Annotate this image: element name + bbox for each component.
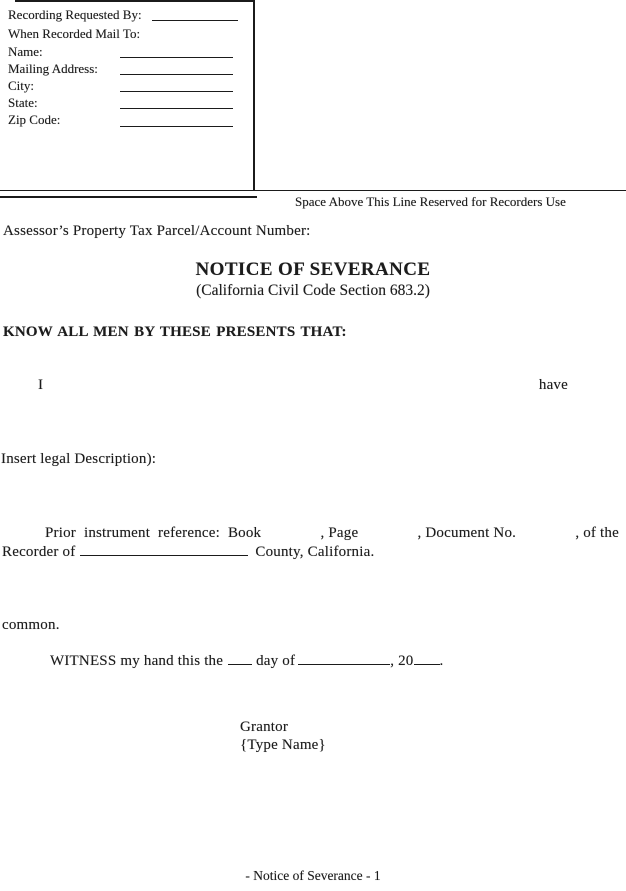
name-label: Name: <box>8 44 43 59</box>
declaration-heading: KNOW ALL MEN BY THESE PRESENTS THAT: <box>3 324 347 340</box>
grantor-label: Grantor <box>240 719 289 735</box>
prior-reference-of-the-segment: , of the <box>575 525 619 541</box>
have-word: have <box>538 377 568 393</box>
recorder-separator-line <box>0 190 626 192</box>
declaration-line <box>38 377 568 394</box>
recorder-of-line <box>2 543 374 561</box>
prior-reference-book-segment: Prior instrument reference: Book <box>45 525 262 541</box>
state-label: State: <box>8 95 38 110</box>
pronoun-word: I <box>38 377 44 393</box>
prior-reference-page-segment: , Page <box>320 525 359 541</box>
prior-reference-line <box>45 525 619 542</box>
zip-code-label: Zip Code: <box>8 112 61 127</box>
name-blank <box>120 57 233 58</box>
recorder-box-right-border <box>253 0 255 191</box>
witness-year-blank <box>414 652 440 665</box>
zip-code-blank <box>120 126 233 127</box>
witness-text-3: , 20 <box>390 653 414 669</box>
page-footer: - Notice of Severance - 1 <box>245 868 381 883</box>
witness-day-blank <box>228 652 252 665</box>
assessor-parcel-label: Assessor’s Property Tax Parcel/Account Number: <box>3 223 311 239</box>
witness-text-2: day of <box>256 653 296 669</box>
state-blank <box>120 108 233 109</box>
mailing-address-label: Mailing Address: <box>8 61 98 76</box>
recorder-county-blank <box>80 543 248 556</box>
city-label: City: <box>8 78 35 93</box>
county-california-label: County, California. <box>255 544 375 560</box>
city-blank <box>120 91 233 92</box>
document-title: NOTICE OF SEVERANCE <box>195 259 431 280</box>
when-recorded-mail-to-label: When Recorded Mail To: <box>8 26 141 41</box>
recorder-box-bottom-border <box>0 196 257 198</box>
prior-reference-document-segment: , Document No. <box>417 525 517 541</box>
document-subtitle: (California Civil Code Section 683.2) <box>196 282 430 299</box>
type-name-label: {Type Name} <box>240 737 326 753</box>
common-word: common. <box>2 617 60 633</box>
recorder-box-top-border <box>15 0 255 2</box>
recording-requested-by-blank <box>152 20 238 21</box>
recorder-space-caption: Space Above This Line Reserved for Recorders Use <box>295 194 566 209</box>
witness-month-blank <box>298 652 390 665</box>
recorder-of-label: Recorder of <box>2 544 76 560</box>
mailing-address-blank <box>120 74 233 75</box>
witness-line <box>50 652 443 670</box>
witness-text-4: . <box>439 653 444 669</box>
recording-requested-by-label: Recording Requested By: <box>8 7 142 22</box>
insert-legal-description-label: Insert legal Description): <box>1 451 157 467</box>
witness-text-1: WITNESS my hand this the <box>50 653 224 669</box>
